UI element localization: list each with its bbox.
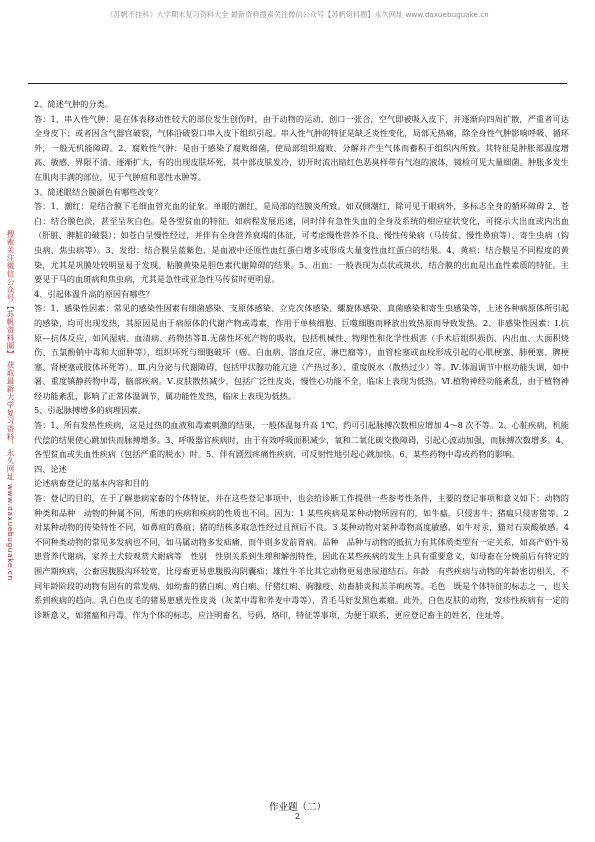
section-heading: 四、论述 bbox=[34, 463, 67, 474]
page-number: 2 bbox=[294, 812, 301, 821]
question-heading: 论述病畜登记的基本内容和目的 bbox=[34, 478, 149, 489]
answer-paragraph: 答：登记的目的，在于了解患病家畜的个体特征，并在这些登记事项中，也会给诊断工作提供一些参考性条件，主要的登记事项和意义如下：动物的种类和品种 动物的种属不同，所患的疾病和疾病的性质也不同。因为：1 某些疾病是某种动物所固有的，如牛瘟，只侵害牛；猪瘟只侵害猪等。2 对某种动物的传染特性不同，如鼻疽的鼻疽；猪的结核多取急性经过且预后不良。3 某种动物对某种毒物高度敏感，如牛对汞，猫对石炭酸敏感。4 不同种类动物的常见多发病也不同，如马属动物多发疝痛，而牛则多发前胃病。品种 品种与动物的抵抗力有其体质类型有一定关系，如高产奶牛易患营养代谢病，家养土犬较观赏犬耐病等 性别 性别关系到生理和解剖特性，因此在某些疾病的发生上具有重要意义，如母畜在分娩前后有特定的围产期疾病，公畜因腹股沟环较宽，比母畜更易患腹股沟阴囊疝；雄性牛羊比其它动物更易患尿道结石。年龄 有些疾病与动物的年龄密切相关，不同年龄阶段的动物有固有的常发病，如幼畜的猪白痢、鸡白痢、仔猪红痢、驹腺疫、幼畜肺炎和羔羊痢疾等。毛色 既是个体特征的标志之一，也关系到疾病的趋向。乳白色皮毛的猪易患感光性皮炎（灰菜中毒和荞麦中毒等），青毛马好发黑色素瘤。此外，白色皮肤的动物，发疹性疾病有一定的诊断意义，如猪瘟和丹毒。作为个体的标志，应注明畜名，号码，烙印，特征等事项，为便于联系，更应登记畜主的姓名，住址等。 bbox=[34, 493, 569, 620]
answer-paragraph: 答：1、所有发热性疾病，这是过热的血液和毒素刺激的结果，一般体温每升高 1℃，约可引起脉搏次数相应增加 4～8 次不等。2、心脏疾病，机能代偿的结果使心跳加快而脉搏增多。3、呼吸器官疾病时，由于有效呼吸面积减少，氧和二氧化碳交换障碍，引起心波动加强，而脉搏次数增多。4、各型贫血或失血性疾病（包括严重的脱水）时。5、伴有剧烈疼痛性疾病，可反射性地引起心跳加快。6、某些药物中毒或药物的影响。 bbox=[34, 420, 569, 460]
sidebar-watermark: 搜索关注微信公众号【苏帆资料圈】 获取最新大学复习资料，永久网址 www.daxuebuguake.cn bbox=[6, 230, 15, 581]
question-heading: 4、引起体温升高的原因有哪些？ bbox=[34, 288, 154, 299]
answer-paragraph: 答：1、潮红：是结合膜下毛细血管充血的征象。单眼的潮红，是局部的结膜炎所致。如双侧潮红，除可见于眼病外，多标志全身的循环障碍 2、苍白：结合膜色淡，甚至呈灰白色。是各型贫血的特征。如病程发展迅速，同时伴有急性失血的全身及系统的相应症状变化，可提示大出血或内出血（肝脏、脾脏的破裂）；如苍白呈慢性经过，并伴有全身营养衰竭的体征，可考虑慢性营养不良、慢性传染病（马传贫、慢性鼻疽等）、寄生虫病（钩虫病、焦虫病等）。3、发绀：结合膜呈蓝紫色，是血液中还原性血红蛋白增多或形成大量变性血红蛋白的结果。4、黄疸：结合膜呈不同程度的黄染，尤其是巩膜处较明显易于发现。粘膜黄染是胆色素代谢障碍的结果。5、出血：一般表现为点状或斑状，结合膜的出血是出血性素质的特征。主要见于马的血斑病和焦虫病，尤其是急性或亚急性马传贫时更明显。 bbox=[34, 201, 569, 285]
answer-paragraph: 答：1、串入性气肿：是在体表移动性较大的部位发生创伤时，由于动物的运动，创口一张合，空气即被吸入皮下，并逐渐向四周扩散，严重者可达全身皮下；或者因含气器官破裂，气体沿破裂口串入皮下组织引起。串入性气肿的特征是缺乏炎性变化，局部无热痛，除全身性气肿影响呼吸、循环外，一般无机能障碍。2、腐败性气肿：是由于感染了腐败细菌，使局部组织腐败、分解并产生气体而蓄积于组织内所致。其特征是肿胀部温度增高、敏感、界限不清、逐渐扩大，有的出现皮肤坏死，其中部皮肤发冷，切开时流出暗红色恶臭样带有气泡的液体，镜检可见大量细菌。肿胀多发生在肌肉丰满的部位，见于气肿疽和恶性水肿等。 bbox=[34, 113, 569, 182]
answer-paragraph: 答：1、感染性因素：常见的感染性因素有细菌感染、支原体感染、立克次体感染、螺旋体感染、真菌感染和寄生虫感染等，上述各种病原体所引起的感染，均可出现发热，其原因是由于病原体的代谢产物或毒素，作用于单核细胞、巨噬细胞而释放出致热原而导致发热。2、非感染性因素：Ⅰ.抗原—抗体反应，如风湿病、血清病、药物热等Ⅱ.无菌性坏死产物的吸收，包括机械性、物理性和化学性损害（手术后组织损伤、内出血、大面积烧伤、五氯酚钠中毒和大面肿等），组织坏死与细胞破坏（癌、白血病、溶血反应、淋巴瘤等），血管栓塞或血栓形成引起的心肌梗塞、肺梗塞、脾梗塞、肾梗塞或肢体坏死等）。Ⅲ.内分泌与代谢障碍，包括甲状腺功能亢进（产热过多），重度脱水（散热过少）等。Ⅳ.体温调节中枢功能失调，如中暑、重度镇静药物中毒，脑部疾病。Ⅴ.皮肤散热减少，包括广泛性皮炎，慢性心功能不全，临床上表现为低热。Ⅵ.植物神经功能紊乱，由于植物神经功能紊乱，影响了正常体温调节，属功能性发热，临床上表现为低热。 bbox=[34, 303, 569, 401]
question-heading: 5、引起脉搏增多的病理因素。 bbox=[34, 405, 146, 416]
question-heading: 2、简述气肿的分类。 bbox=[34, 99, 113, 109]
next-section-title: 作业题（二） bbox=[268, 802, 326, 813]
document-body bbox=[34, 97, 569, 797]
page-header: 《苏帆不挂科》大学期末复习资料大全 最新资料搜索关注微信公众号【苏帆资料圈】永久网址 www.daxuebuguake.cn bbox=[106, 10, 489, 19]
header-rule bbox=[28, 83, 567, 84]
question-heading: 3、简述眼结合膜颜色有哪些改变？ bbox=[34, 186, 163, 197]
